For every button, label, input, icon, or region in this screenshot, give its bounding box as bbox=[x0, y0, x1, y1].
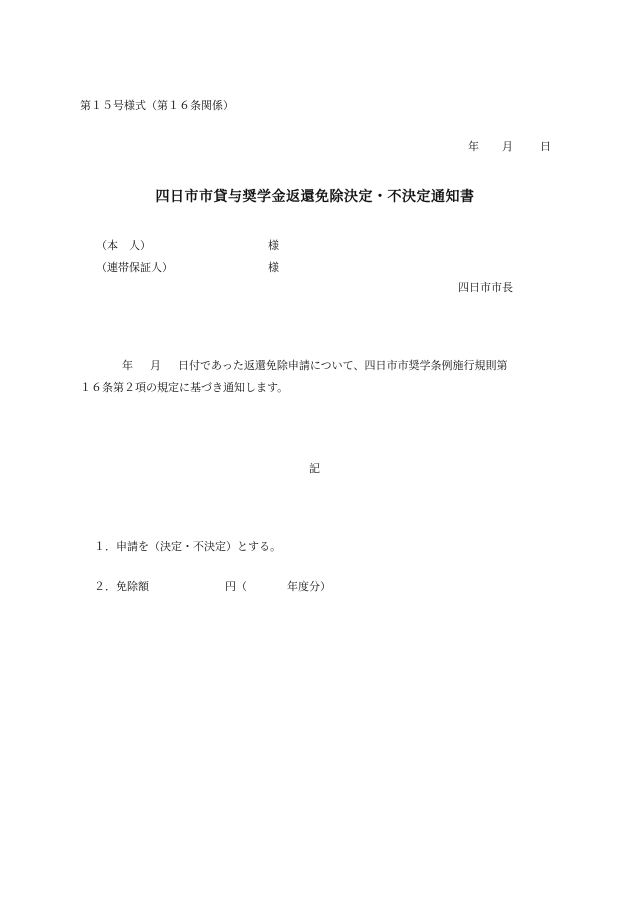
item-2-exemption-amount bbox=[94, 578, 331, 594]
recipient-guarantor-label: （連帯保証人） bbox=[96, 261, 173, 274]
date-day: 日 bbox=[540, 140, 551, 153]
form-number: 第１５号様式（第１６条関係） bbox=[80, 99, 234, 112]
date-month: 月 bbox=[502, 140, 513, 153]
sender-mayor: 四日市市長 bbox=[458, 281, 513, 294]
document-title: 四日市市貸与奨学金返還免除決定・不決定通知書 bbox=[155, 189, 475, 205]
item-2-fiscal-year: 年度分） bbox=[287, 580, 331, 593]
body-month: 月 bbox=[150, 359, 161, 372]
recipient-principal-honorific: 様 bbox=[268, 239, 279, 252]
item-1-decision: １．申請を（決定・不決定）とする。 bbox=[94, 540, 281, 553]
body-line-1-text: 日付であった返還免除申請について、四日市市奨学条例施行規則第 bbox=[178, 359, 508, 372]
date-year: 年 bbox=[468, 140, 479, 153]
ki-note-heading: 記 bbox=[309, 462, 320, 475]
body-line-2: １６条第２項の規定に基づき通知します。 bbox=[80, 381, 289, 394]
body-line-1 bbox=[80, 357, 507, 373]
item-2-label: ２．免除額 bbox=[94, 580, 149, 593]
item-2-yen: 円（ bbox=[225, 580, 247, 593]
recipient-guarantor-honorific: 様 bbox=[268, 261, 279, 274]
recipient-principal-label: （本 人） bbox=[96, 239, 151, 252]
body-year: 年 bbox=[122, 359, 133, 372]
